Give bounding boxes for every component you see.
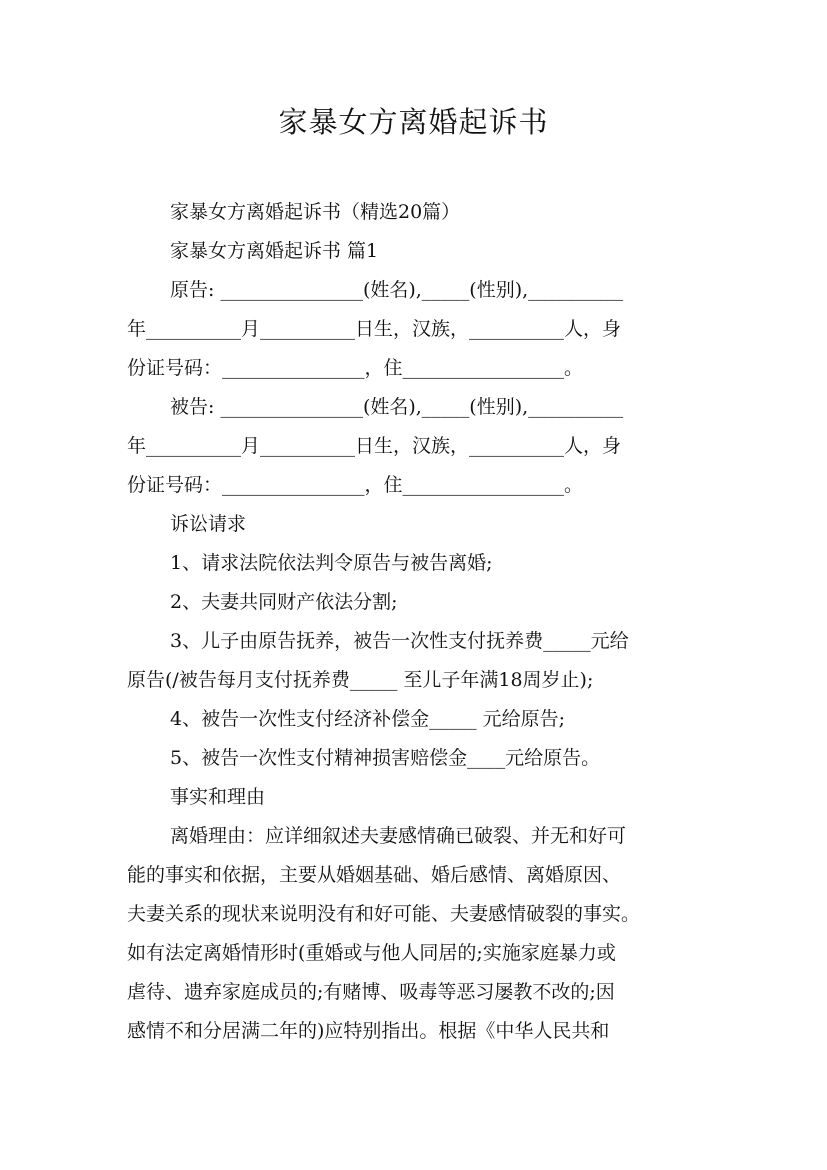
reason-paragraph-line: 如有法定离婚情形时(重婚或与他人同居的;实施家庭暴力或 xyxy=(127,942,616,964)
claim-item-2: 2、夫妻共同财产依法分割; xyxy=(170,591,398,613)
defendant-line: 被告: _______________(姓名),_____(性别),__________ xyxy=(170,396,624,418)
facts-heading: 事实和理由 xyxy=(170,786,266,808)
reason-paragraph-line: 离婚理由：应详细叙述夫妻感情确已破裂、并无和好可 xyxy=(170,825,627,847)
claim-item-3: 3、儿子由原告抚养，被告一次性支付抚养费_____元给 xyxy=(170,630,629,652)
plaintiff-birth-line: 年__________月__________日生，汉族，__________人，身 xyxy=(127,318,622,340)
plaintiff-line: 原告: _______________(姓名),_____(性别),__________ xyxy=(170,279,624,301)
subtitle-line: 家暴女方离婚起诉书（精选20篇） xyxy=(170,201,461,223)
document-title: 家暴女方离婚起诉书 xyxy=(278,105,549,139)
plaintiff-id-line: 份证号码：_______________，住_________________。 xyxy=(127,357,584,379)
reason-paragraph-line: 虐待、遗弃家庭成员的;有赌博、吸毒等恶习屡教不改的;因 xyxy=(127,981,615,1003)
claims-heading: 诉讼请求 xyxy=(170,513,247,535)
claim-item-3-continued: 原告(/被告每月支付抚养费_____ 至儿子年满18周岁止); xyxy=(127,669,594,691)
claim-item-1: 1、请求法院依法判令原告与被告离婚; xyxy=(170,552,493,574)
defendant-id-line: 份证号码：_______________，住_________________。 xyxy=(127,474,584,496)
reason-paragraph-line: 夫妻关系的现状来说明没有和好可能、夫妻感情破裂的事实。 xyxy=(127,903,641,925)
claim-item-5: 5、被告一次性支付精神损害赔偿金____元给原告。 xyxy=(170,747,601,769)
defendant-birth-line: 年__________月__________日生，汉族，__________人，身 xyxy=(127,435,622,457)
claim-item-4: 4、被告一次性支付经济补偿金_____ 元给原告; xyxy=(170,708,566,730)
reason-paragraph-line: 能的事实和依据，主要从婚姻基础、婚后感情、离婚原因、 xyxy=(127,864,622,886)
reason-paragraph-line: 感情不和分居满二年的)应特别指出。根据《中华人民共和 xyxy=(127,1020,610,1042)
section-heading: 家暴女方离婚起诉书 篇1 xyxy=(170,240,379,262)
